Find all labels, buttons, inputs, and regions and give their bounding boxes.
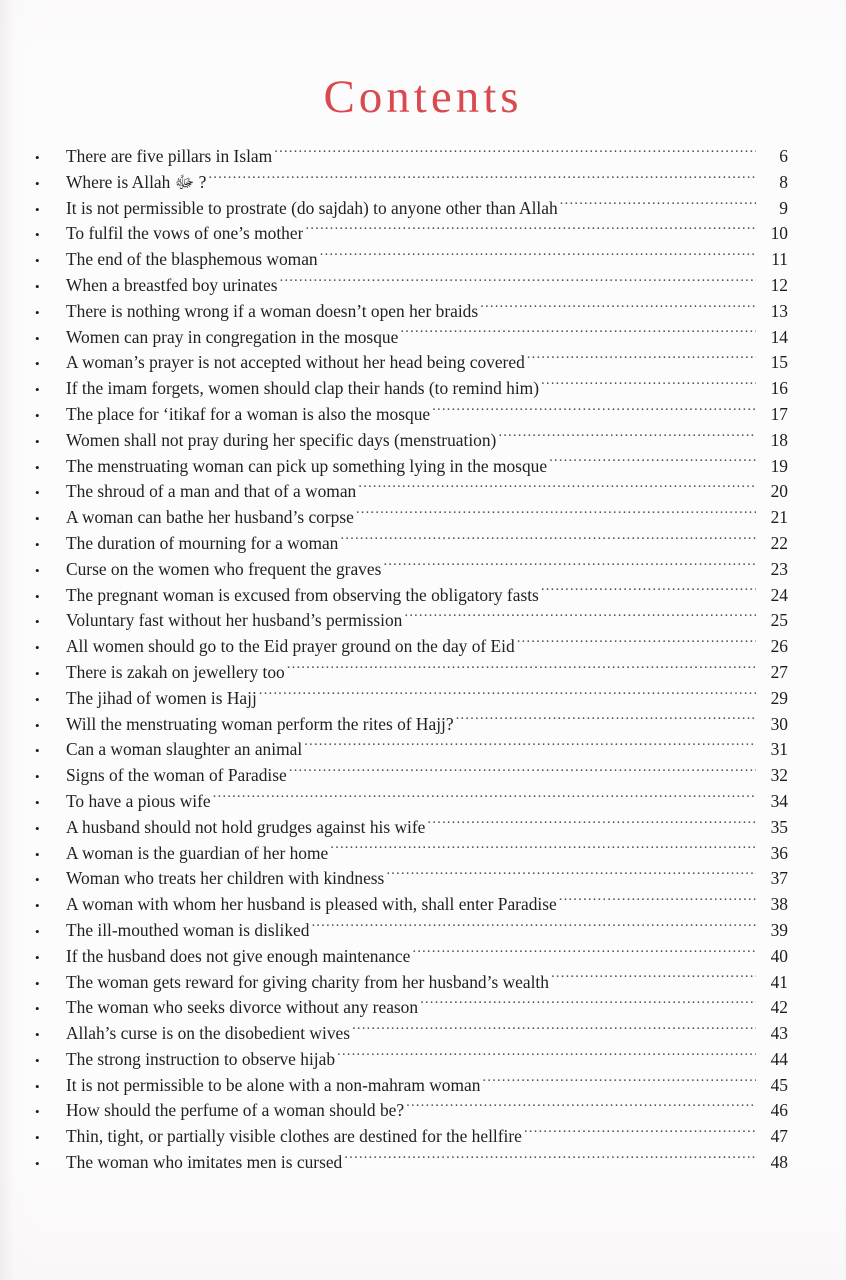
- toc-entry-page-number: 17: [770, 403, 788, 424]
- toc-entry-page-number: 48: [770, 1152, 788, 1173]
- bullet-icon: •: [35, 433, 40, 449]
- dot-leader: [420, 996, 756, 1013]
- dot-leader: [358, 480, 756, 497]
- bullet-icon: •: [35, 459, 40, 475]
- toc-entry[interactable]: [30, 402, 790, 428]
- toc-entry-title: There is zakah on jewellery too: [66, 661, 285, 682]
- bullet-icon: •: [35, 640, 40, 656]
- bullet-icon: •: [35, 227, 40, 243]
- toc-entry[interactable]: [30, 454, 790, 480]
- toc-entry-page-number: 25: [770, 610, 788, 631]
- toc-entry[interactable]: [30, 634, 790, 660]
- dot-leader: [551, 970, 756, 987]
- toc-entry[interactable]: [30, 866, 790, 892]
- dot-leader: [311, 919, 756, 936]
- dot-leader: [305, 222, 756, 239]
- toc-entry-title: The jihad of women is Hajj: [66, 687, 257, 708]
- toc-entry-page-number: 46: [770, 1100, 788, 1121]
- toc-entry-title: There is nothing wrong if a woman doesn’t open her braids: [66, 300, 479, 321]
- toc-entry-page-number: 12: [770, 274, 788, 295]
- toc-entry-title: There are five pillars in Islam: [66, 146, 273, 166]
- bullet-icon: •: [35, 614, 40, 630]
- bullet-icon: •: [35, 278, 40, 294]
- toc-entry[interactable]: [30, 970, 790, 996]
- dot-leader: [383, 557, 756, 574]
- toc-entry[interactable]: [30, 1124, 790, 1150]
- toc-entry[interactable]: [30, 737, 790, 763]
- dot-leader: [524, 1125, 756, 1142]
- toc-entry-title: A woman can bathe her husband’s corpse: [66, 507, 354, 528]
- bullet-icon: •: [35, 485, 40, 501]
- bullet-icon: •: [35, 794, 40, 810]
- bullet-icon: •: [35, 1078, 40, 1094]
- toc-entry-page-number: 8: [779, 171, 788, 192]
- toc-entry-page-number: 29: [770, 687, 788, 708]
- toc-entry[interactable]: [30, 479, 790, 505]
- toc-entry-title: Allah’s curse is on the disobedient wives: [66, 1023, 350, 1044]
- toc-entry[interactable]: [30, 557, 790, 583]
- toc-entry-page-number: 37: [770, 868, 788, 889]
- dot-leader: [400, 325, 756, 342]
- toc-entry-page-number: 43: [770, 1023, 788, 1044]
- toc-entry[interactable]: [30, 1047, 790, 1073]
- dot-leader: [427, 815, 756, 832]
- toc-entry-page-number: 6: [779, 146, 788, 166]
- dot-leader: [482, 1073, 756, 1090]
- toc-entry-title: Where is Allah ﷻ ?: [66, 171, 207, 192]
- toc-entry-page-number: 36: [770, 842, 788, 863]
- toc-entry-title: To fulfil the vows of one’s mother: [66, 223, 304, 244]
- toc-entry-page-number: 18: [770, 429, 788, 450]
- toc-entry[interactable]: [30, 944, 790, 970]
- toc-entry[interactable]: [30, 660, 790, 686]
- dot-leader: [386, 867, 756, 884]
- toc-entry[interactable]: [30, 789, 790, 815]
- toc-entry-page-number: 11: [771, 249, 788, 270]
- toc-entry[interactable]: [30, 531, 790, 557]
- bullet-icon: •: [35, 898, 40, 914]
- dot-leader: [560, 196, 756, 213]
- toc-entry-title: A woman’s prayer is not accepted without her head being covered: [66, 352, 525, 373]
- bullet-icon: •: [35, 150, 40, 165]
- bullet-icon: •: [35, 1027, 40, 1043]
- toc-entry[interactable]: [30, 841, 790, 867]
- bullet-icon: •: [35, 356, 40, 372]
- toc-entry[interactable]: [30, 170, 790, 196]
- toc-entry[interactable]: [30, 505, 790, 531]
- toc-entry[interactable]: [30, 1073, 790, 1099]
- toc-entry-page-number: 38: [770, 894, 788, 915]
- toc-entry-page-number: 20: [770, 481, 788, 502]
- toc-entry-title: The woman who imitates men is cursed: [66, 1152, 343, 1173]
- bullet-icon: •: [35, 820, 40, 836]
- bullet-icon: •: [35, 588, 40, 604]
- dot-leader: [527, 351, 756, 368]
- toc-entry[interactable]: [30, 918, 790, 944]
- toc-entry-page-number: 31: [770, 739, 788, 760]
- dot-leader: [356, 506, 756, 523]
- toc-entry-page-number: 39: [770, 919, 788, 940]
- bullet-icon: •: [35, 304, 40, 320]
- toc-entry-page-number: 27: [770, 661, 788, 682]
- dot-leader: [274, 145, 756, 162]
- toc-entry-page-number: 26: [770, 636, 788, 657]
- dot-leader: [208, 170, 756, 187]
- toc-entry-title: Women can pray in congregation in the mosque: [66, 326, 399, 347]
- dot-leader: [541, 583, 756, 600]
- bullet-icon: •: [35, 253, 40, 269]
- toc-entry-page-number: 10: [770, 223, 788, 244]
- toc-entry[interactable]: [30, 144, 790, 170]
- toc-entry-title: If the imam forgets, women should clap their hands (to remind him): [66, 378, 539, 399]
- toc-entry-page-number: 14: [770, 326, 788, 347]
- dot-leader: [541, 377, 756, 394]
- toc-entry-title: A woman is the guardian of her home: [66, 842, 329, 863]
- bullet-icon: •: [35, 691, 40, 707]
- dot-leader: [517, 635, 756, 652]
- toc-entry[interactable]: [30, 247, 790, 273]
- toc-entry-title: The strong instruction to observe hijab: [66, 1048, 336, 1069]
- toc-entry-title: The pregnant woman is excused from observing the obligatory fasts: [66, 584, 539, 605]
- bullet-icon: •: [35, 1104, 40, 1120]
- toc-entry-title: The duration of mourning for a woman: [66, 532, 339, 553]
- dot-leader: [352, 1022, 756, 1039]
- toc-entry-title: The menstruating woman can pick up something lying in the mosque: [66, 455, 548, 476]
- toc-entry-title: If the husband does not give enough maintenance: [66, 945, 411, 966]
- toc-entry[interactable]: [30, 376, 790, 402]
- toc-entry-page-number: 13: [770, 300, 788, 321]
- toc-entry-page-number: 47: [770, 1126, 788, 1147]
- toc-entry[interactable]: [30, 1021, 790, 1047]
- toc-entry[interactable]: [30, 712, 790, 738]
- toc-entry-title: Signs of the woman of Paradise: [66, 765, 287, 786]
- dot-leader: [432, 403, 756, 420]
- toc-entry-page-number: 30: [770, 713, 788, 734]
- toc-entry-page-number: 9: [779, 197, 788, 218]
- bullet-icon: •: [35, 846, 40, 862]
- bullet-icon: •: [35, 769, 40, 785]
- bullet-icon: •: [35, 511, 40, 527]
- toc-entry-page-number: 34: [770, 790, 788, 811]
- toc-entry-title: It is not permissible to be alone with a non-mahram woman: [66, 1074, 481, 1095]
- toc-entry[interactable]: [30, 350, 790, 376]
- bullet-icon: •: [35, 949, 40, 965]
- bullet-icon: •: [35, 330, 40, 346]
- dot-leader: [480, 299, 756, 316]
- toc-entry-title: It is not permissible to prostrate (do sajdah) to anyone other than Allah: [66, 197, 558, 218]
- dot-leader: [404, 609, 756, 626]
- toc-entry-page-number: 41: [770, 971, 788, 992]
- toc-entry-title: When a breastfed boy urinates: [66, 274, 278, 295]
- table-of-contents-list: [30, 144, 790, 1176]
- dot-leader: [320, 248, 756, 265]
- toc-entry-page-number: 24: [770, 584, 788, 605]
- toc-entry[interactable]: [30, 299, 790, 325]
- toc-entry-title: A husband should not hold grudges against his wife: [66, 816, 426, 837]
- toc-entry-title: Women shall not pray during her specific days (menstruation): [66, 429, 497, 450]
- bullet-icon: •: [35, 975, 40, 991]
- toc-entry-title: The woman who seeks divorce without any reason: [66, 997, 419, 1018]
- dot-leader: [406, 1099, 756, 1116]
- toc-entry[interactable]: [30, 815, 790, 841]
- bullet-icon: •: [35, 1130, 40, 1146]
- toc-entry-page-number: 19: [770, 455, 788, 476]
- dot-leader: [340, 532, 756, 549]
- toc-entry[interactable]: [30, 428, 790, 454]
- toc-entry[interactable]: [30, 196, 790, 222]
- page-title: Contents: [323, 71, 523, 123]
- toc-entry-title: Voluntary fast without her husband’s permission: [66, 610, 403, 631]
- bullet-icon: •: [35, 1052, 40, 1068]
- toc-entry-title: Will the menstruating woman perform the rites of Hajj?: [66, 713, 454, 734]
- toc-entry[interactable]: [30, 608, 790, 634]
- toc-entry[interactable]: [30, 892, 790, 918]
- bullet-icon: •: [35, 665, 40, 681]
- dot-leader: [498, 428, 756, 445]
- toc-entry-title: Can a woman slaughter an animal: [66, 739, 303, 760]
- toc-entry[interactable]: [30, 686, 790, 712]
- toc-entry[interactable]: [30, 1098, 790, 1124]
- dot-leader: [280, 274, 757, 291]
- dot-leader: [412, 944, 756, 961]
- toc-entry[interactable]: [30, 763, 790, 789]
- toc-entry-page-number: 42: [770, 997, 788, 1018]
- dot-leader: [344, 1151, 756, 1168]
- toc-entry[interactable]: [30, 273, 790, 299]
- dot-leader: [549, 454, 756, 471]
- bullet-icon: •: [35, 175, 40, 191]
- toc-entry[interactable]: [30, 583, 790, 609]
- dot-leader: [337, 1048, 756, 1065]
- toc-entry-title: The shroud of a man and that of a woman: [66, 481, 357, 502]
- toc-entry[interactable]: [30, 221, 790, 247]
- bullet-icon: •: [35, 536, 40, 552]
- toc-entry-title: All women should go to the Eid prayer ground on the day of Eid: [66, 636, 515, 657]
- toc-entry-page-number: 23: [770, 558, 788, 579]
- toc-entry-page-number: 32: [770, 765, 788, 786]
- toc-entry-page-number: 35: [770, 816, 788, 837]
- toc-entry-title: The place for ‘itikaf for a woman is also the mosque: [66, 403, 431, 424]
- toc-entry-title: The ill-mouthed woman is disliked: [66, 919, 310, 940]
- dot-leader: [289, 764, 756, 781]
- bullet-icon: •: [35, 382, 40, 398]
- toc-entry-page-number: 16: [770, 378, 788, 399]
- bullet-icon: •: [35, 743, 40, 759]
- bullet-icon: •: [35, 717, 40, 733]
- toc-entry-page-number: 15: [770, 352, 788, 373]
- toc-entry-title: Thin, tight, or partially visible clothes are destined for the hellfire: [66, 1126, 522, 1147]
- dot-leader: [213, 790, 756, 807]
- toc-entry-title: The woman gets reward for giving charity from her husband’s wealth: [66, 971, 549, 992]
- dot-leader: [287, 661, 756, 678]
- toc-entry[interactable]: [30, 325, 790, 351]
- bullet-icon: •: [35, 1001, 40, 1017]
- toc-entry[interactable]: [30, 995, 790, 1021]
- toc-entry[interactable]: [30, 1150, 790, 1176]
- dot-leader: [456, 712, 756, 729]
- bullet-icon: •: [35, 201, 40, 217]
- dot-leader: [330, 841, 756, 858]
- bullet-icon: •: [35, 1156, 40, 1172]
- toc-entry-title: Curse on the women who frequent the graves: [66, 558, 382, 579]
- toc-entry-page-number: 21: [770, 507, 788, 528]
- toc-entry-title: To have a pious wife: [66, 790, 211, 811]
- bullet-icon: •: [35, 407, 40, 423]
- bullet-icon: •: [35, 872, 40, 888]
- toc-entry-page-number: 44: [770, 1048, 788, 1069]
- dot-leader: [304, 738, 756, 755]
- dot-leader: [259, 686, 756, 703]
- toc-entry-title: A woman with whom her husband is pleased with, shall enter Paradise: [66, 894, 557, 915]
- toc-entry-page-number: 40: [770, 945, 788, 966]
- bullet-icon: •: [35, 562, 40, 578]
- toc-entry-title: Woman who treats her children with kindness: [66, 868, 385, 889]
- bullet-icon: •: [35, 923, 40, 939]
- toc-entry-title: The end of the blasphemous woman: [66, 249, 318, 270]
- toc-entry-title: How should the perfume of a woman should be?: [66, 1100, 405, 1121]
- dot-leader: [559, 893, 756, 910]
- toc-entry-page-number: 45: [770, 1074, 788, 1095]
- toc-entry-page-number: 22: [770, 532, 788, 553]
